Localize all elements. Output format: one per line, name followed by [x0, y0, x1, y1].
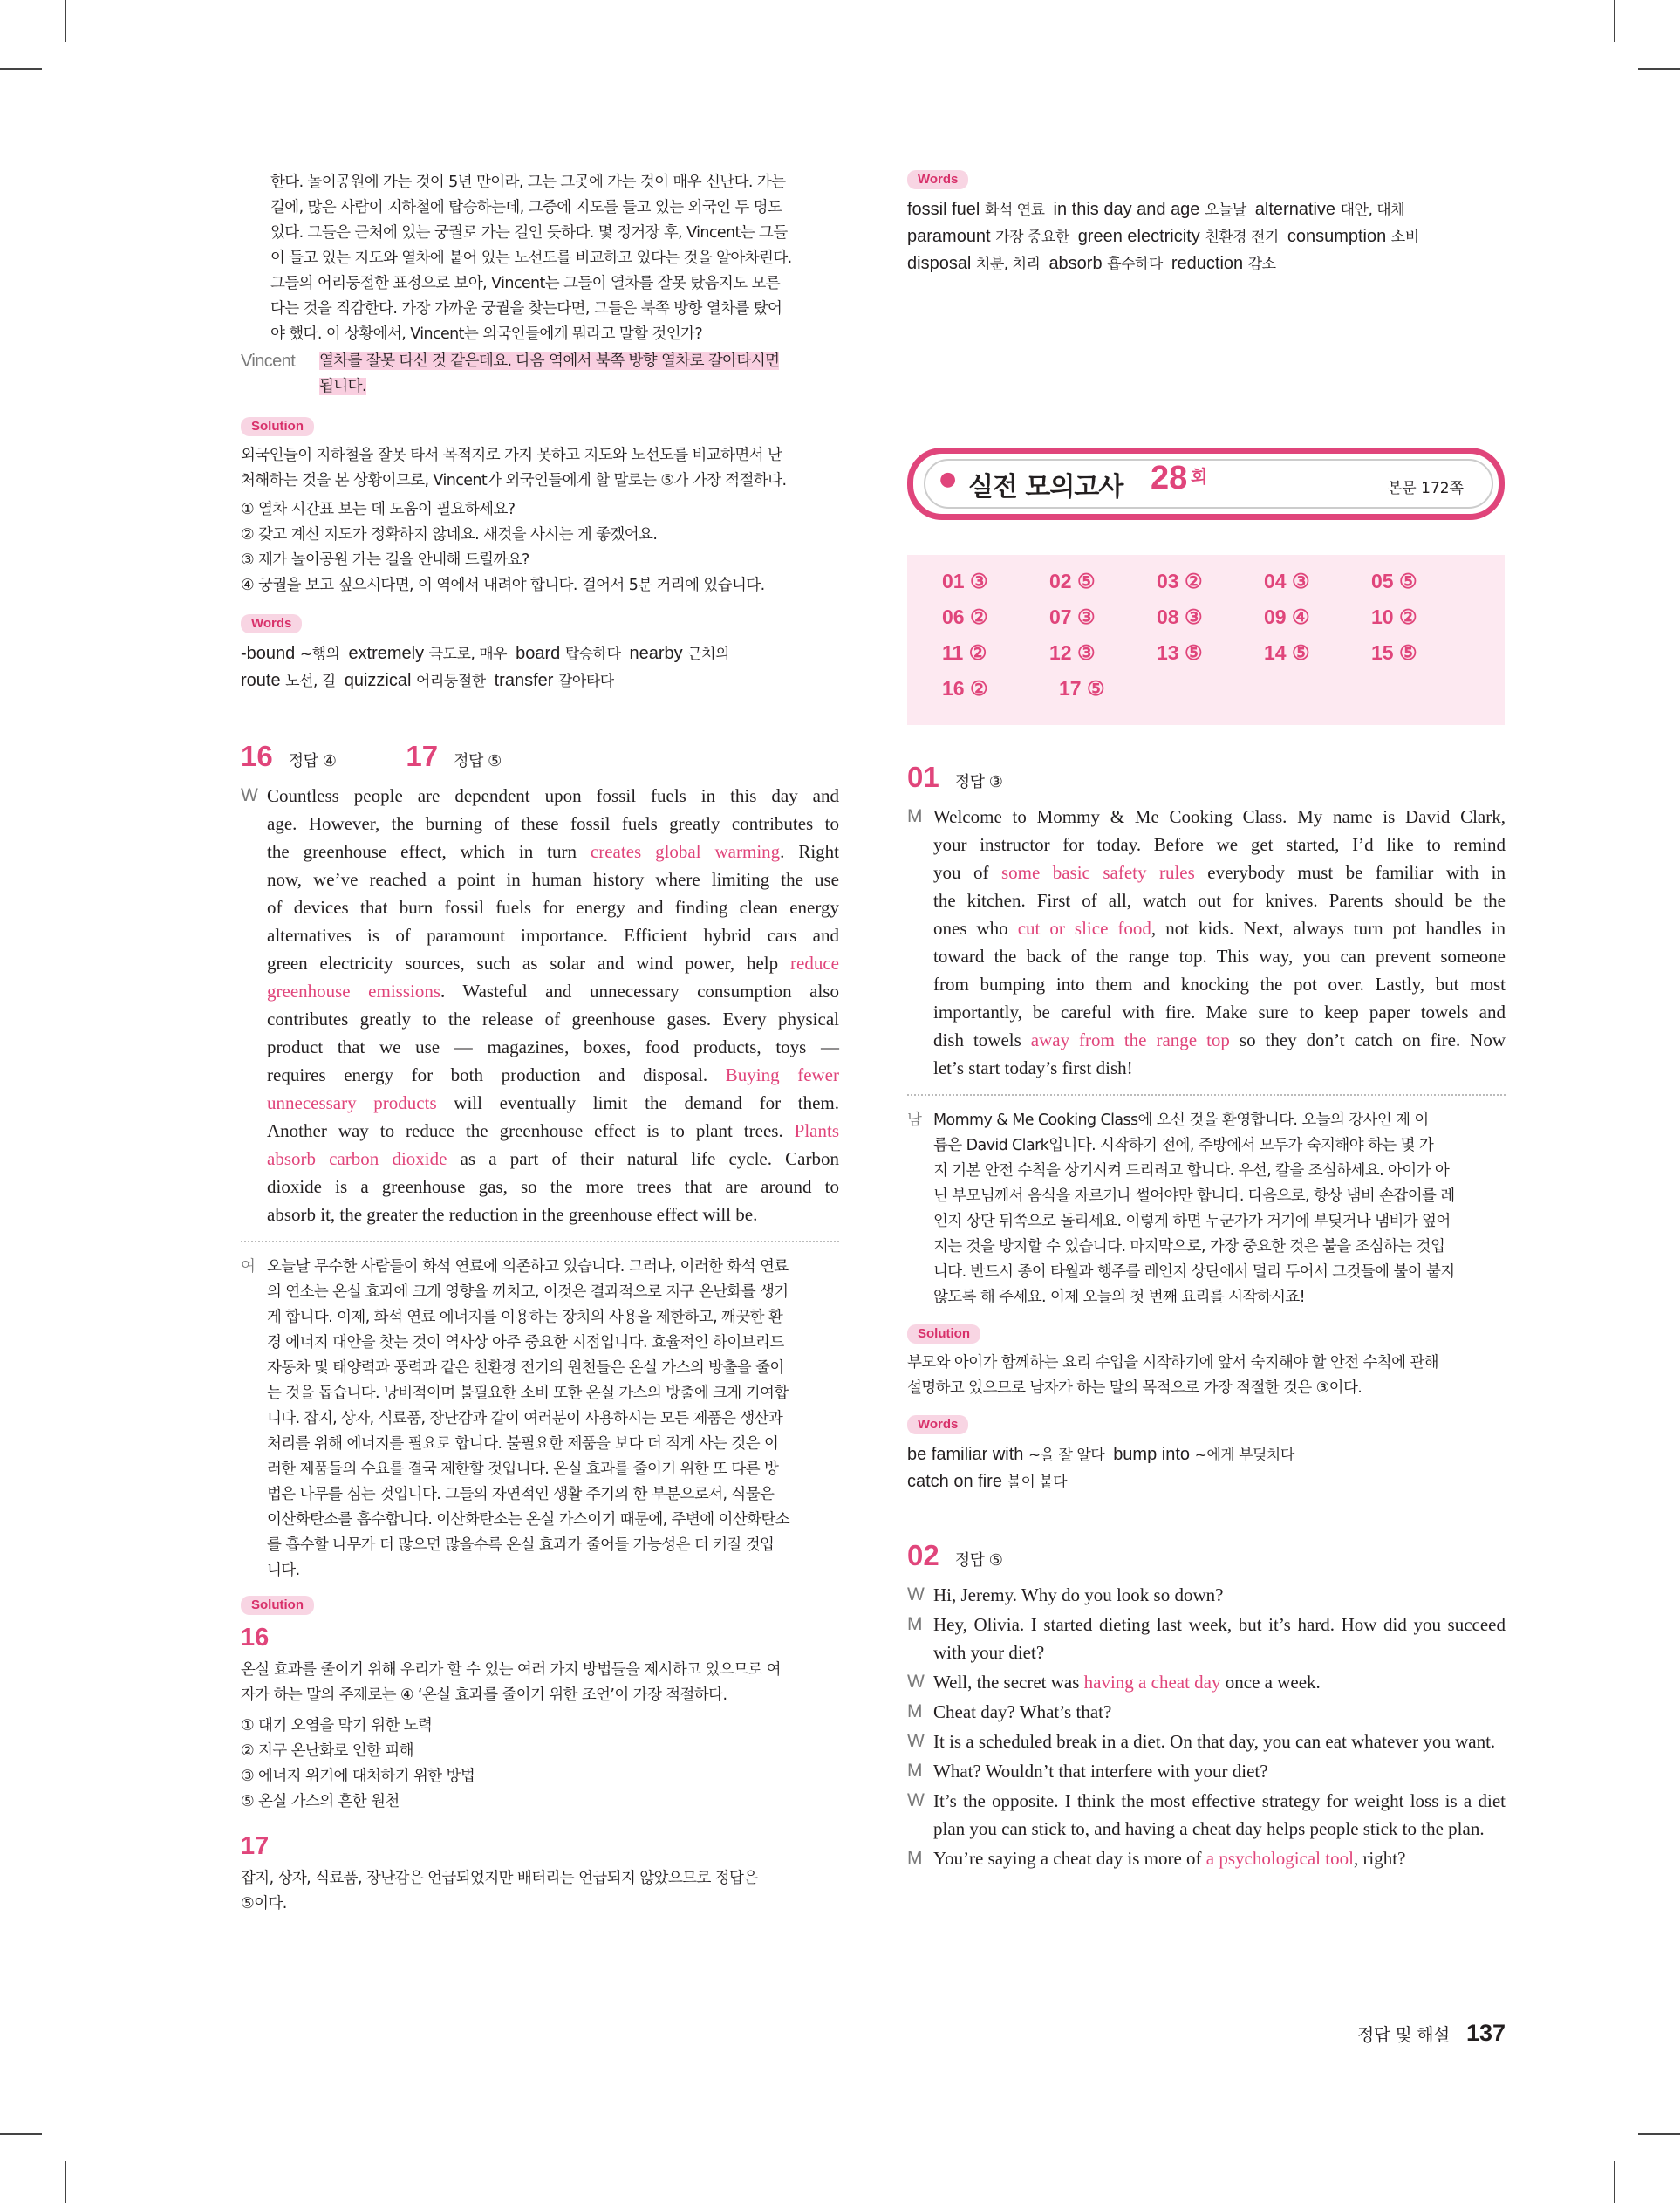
answer-cell: 07 ③: [1049, 605, 1096, 628]
words-tag: Words: [241, 614, 302, 633]
text-line: [267, 838, 839, 865]
text-segment: the kitchen. First of all, watch out for knives. Parents should be the: [933, 890, 1506, 911]
text-line: [267, 949, 839, 977]
word-meaning: 불이 붙다: [1007, 1474, 1068, 1491]
text-segment: . Wasteful and unnecessary consumption also: [440, 981, 839, 1002]
text-line: 설명하고 있으므로 남자가 하는 말의 목적으로 가장 적절한 것은 ③이다.: [907, 1379, 1362, 1397]
word-entry: transfer: [494, 671, 558, 690]
words-line: [907, 250, 1506, 277]
text-line: 이 들고 있는 지도와 열차에 붙어 있는 노선도를 비교하고 있다는 것을 알아차린다.: [270, 250, 792, 267]
text-line: 처해하는 것을 본 상황이므로, Vincent가 외국인들에게 할 말로는 ⑤가 가장 적절하다.: [241, 472, 787, 489]
answer-cell: 14 ⑤: [1264, 641, 1310, 664]
text-line: 지는 것을 방지할 수 있습니다. 마지막으로, 가장 중요한 것은 불을 조심하는 것입: [933, 1238, 1445, 1255]
text-segment: let’s start today’s first dish!: [933, 1057, 1133, 1078]
text-line: 길에, 많은 사람이 지하철에 탑승하는데, 그중에 지도를 들고 있는 외국인 두 명도: [270, 199, 782, 216]
text-line: 처리를 위해 에너지를 필요로 합니다. 불필요한 제품을 보다 더 적게 사는 것은 이: [267, 1435, 779, 1453]
text-segment: from bumping into them and knocking the pot over. Lastly, but most: [933, 974, 1506, 995]
dialogue-text: [933, 1787, 1506, 1843]
text-segment: green electricity sources, such as solar and wind power, help: [267, 953, 791, 974]
answer-row: [942, 564, 1479, 599]
text-segment: Welcome to Mommy & Me Cooking Class. My name is David Clark,: [933, 806, 1506, 827]
vincent-answer: [241, 349, 839, 400]
word-meaning: 근처의: [687, 646, 730, 663]
answer-cell: 03 ②: [1157, 570, 1203, 592]
word-meaning: 처분, 처리: [975, 256, 1041, 273]
crop-mark: [1614, 2161, 1615, 2203]
text-line: 온실 효과를 줄이기 위해 우리가 할 수 있는 여러 가지 방법들을 제시하고 있으므로 여: [241, 1661, 781, 1679]
text-line: 니다. 잡지, 상자, 식료품, 장난감과 같이 여러분이 사용하시는 모든 제품은 생산과: [267, 1410, 783, 1427]
answer-cell: 01 ③: [942, 570, 988, 592]
previous-question-translation: [241, 170, 839, 347]
option-item: ⑤ 온실 가스의 흔한 원천: [241, 1793, 400, 1810]
crop-mark: [1638, 68, 1680, 70]
text-line: [933, 831, 1506, 859]
option-item: ① 열차 시간표 보는 데 도움이 필요하세요?: [241, 501, 516, 518]
text-line: [267, 1033, 839, 1061]
text-segment: Hey, Olivia. I started dieting last week, but it’s hard. How did you succeed with your diet?: [933, 1614, 1506, 1663]
text-line: [933, 1054, 1506, 1082]
page-number: 137: [1465, 2020, 1506, 2046]
key-phrase: having a cheat day: [1083, 1672, 1221, 1693]
word-meaning: 감소: [1247, 256, 1276, 273]
dialogue-turn: [907, 1581, 1506, 1609]
text-line: [267, 977, 839, 1005]
word-entry: route: [241, 671, 286, 690]
option-item: ③ 에너지 위기에 대처하기 위한 방법: [241, 1768, 475, 1785]
answer-cell: 10 ②: [1371, 605, 1417, 628]
solution-text: [241, 1866, 839, 1917]
text-segment: What? Wouldn’t that interfere with your diet?: [933, 1761, 1268, 1782]
text-segment: absorb it, the greater the reduction in the greenhouse effect will be.: [267, 1204, 758, 1225]
page-reference: 본문 172쪽: [1387, 480, 1464, 497]
text-line: 잡지, 상자, 식료품, 장난감은 언급되었지만 배터리는 언급되지 않았으므로 정답은: [241, 1870, 758, 1887]
text-segment: so they don’t catch on fire. Now: [1229, 1030, 1506, 1050]
speaker-label: W: [907, 1790, 925, 1810]
speaker-label: W: [907, 1584, 925, 1604]
answer-label: 정답 ⑤: [954, 1551, 1003, 1570]
text-line: 이산화탄소를 흡수합니다. 이산화탄소는 온실 가스이기 때문에, 주변에 이산화탄소: [267, 1511, 790, 1529]
speaker-label: 남: [907, 1112, 922, 1129]
word-meaning: ~행의: [299, 646, 340, 663]
text-line: 외국인들이 지하철을 잘못 타서 목적지로 가지 못하고 지도와 노선도를 비교하면서 난: [241, 447, 782, 464]
text-line: [267, 810, 839, 838]
text-segment: your instructor for today. Before we get started, I’d like to remind: [933, 834, 1506, 855]
answer-row: [942, 599, 1479, 635]
question-number: 01: [907, 761, 939, 793]
word-meaning: 노선, 길: [285, 673, 336, 690]
question-number: 17: [406, 740, 439, 772]
text-segment: once a week.: [1220, 1672, 1321, 1693]
text-line: 름은 David Clark입니다. 시작하기 전에, 주방에서 모두가 숙지해야 하는 몇 가: [933, 1137, 1434, 1154]
question-number: 16: [241, 740, 273, 772]
answer-row: [942, 635, 1479, 671]
speaker-label: Vincent: [241, 352, 296, 371]
answer-cell: 12 ③: [1049, 641, 1096, 664]
text-segment: Countless people are dependent upon fossil fuels in this day and: [267, 785, 839, 806]
word-meaning: 탑승하다: [564, 646, 621, 663]
text-line: 니다. 반드시 종이 타월과 행주를 레인지 상단에서 멀리 두어서 그것들에 불이 붙지: [933, 1263, 1455, 1281]
text-segment: contributes greatly to the release of greenhouse gases. Every physical: [267, 1009, 839, 1030]
dialogue-turn: [907, 1668, 1506, 1696]
text-segment: Another way to reduce the greenhouse effect is to plant trees.: [267, 1120, 795, 1141]
words-line: [907, 1468, 1506, 1495]
dialogue-turn: [907, 1698, 1506, 1726]
translation-passage: [241, 1255, 839, 1584]
key-phrase: cut or slice food: [1017, 918, 1151, 939]
words-line: [241, 640, 839, 667]
text-line: [267, 1005, 839, 1033]
text-line: 오늘날 무수한 사람들이 화석 연료에 의존하고 있습니다. 그러나, 이러한 화석 연료: [267, 1258, 789, 1276]
text-line: [933, 859, 1506, 886]
words-tag: Words: [907, 170, 968, 189]
option-item: ① 대기 오염을 막기 위한 노력: [241, 1717, 433, 1734]
word-entry: board: [516, 644, 565, 663]
word-meaning: 대안, 대체: [1340, 202, 1405, 219]
speaker-label: M: [907, 1848, 923, 1868]
words-line: [241, 667, 839, 694]
word-entry: quizzical: [344, 671, 416, 690]
key-phrase: greenhouse emissions: [267, 981, 441, 1002]
word-entry: extremely: [348, 644, 429, 663]
word-entry: catch on fire: [907, 1472, 1007, 1491]
text-line: [267, 921, 839, 949]
left-column: [241, 170, 839, 1917]
crop-mark: [1614, 0, 1615, 42]
text-line: [267, 865, 839, 893]
text-line: [933, 803, 1506, 831]
options-list: [241, 497, 839, 599]
footer: [1326, 2020, 1506, 2047]
dialogue-turn: [907, 1611, 1506, 1666]
speaker-label: M: [907, 1614, 923, 1634]
speaker-label: W: [241, 785, 258, 805]
speaker-label: M: [907, 1701, 923, 1721]
text-segment: Well, the secret was: [933, 1672, 1084, 1693]
text-segment: as a part of their natural life cycle. Carbon: [447, 1148, 839, 1169]
word-entry: reduction: [1171, 254, 1248, 273]
answer-cell: 17 ⑤: [1059, 677, 1105, 700]
dialogue-turn: [907, 1844, 1506, 1872]
word-meaning: 흡수하다: [1107, 256, 1163, 273]
text-line: 닌 부모님께서 음식을 자르거나 썰어야만 합니다. 다음으로, 항상 냄비 손잡이를 레: [933, 1187, 1455, 1205]
text-line: 부모와 아이가 함께하는 요리 수업을 시작하기에 앞서 숙지해야 할 안전 수칙에 관해: [907, 1354, 1438, 1372]
word-meaning: 가장 중요한: [995, 229, 1069, 246]
text-segment: You’re saying a cheat day is more of: [933, 1848, 1206, 1869]
word-entry: be familiar with: [907, 1445, 1028, 1464]
key-phrase: unnecessary products: [267, 1092, 437, 1113]
key-phrase: away from the range top: [1030, 1030, 1230, 1050]
text-line: [933, 886, 1506, 914]
text-line: [267, 1201, 839, 1228]
key-phrase: Plants: [794, 1120, 839, 1141]
words-list: [907, 196, 1506, 277]
word-meaning: 극도로, 매우: [428, 646, 508, 663]
solution-text: [241, 443, 839, 494]
text-segment: dish towels: [933, 1030, 1031, 1050]
divider: [907, 1094, 1506, 1096]
answer-grid: [907, 555, 1505, 725]
solution-tag: Solution: [907, 1324, 980, 1344]
dialogue: [907, 1581, 1506, 1872]
answer-cell: 05 ⑤: [1371, 570, 1417, 592]
text-segment: It’s the opposite. I think the most effective strategy for weight loss is a diet plan you can stick to, and having a cheat day helps people stick to the plan.: [933, 1790, 1506, 1839]
words-list: [241, 640, 839, 694]
text-segment: It is a scheduled break in a diet. On that day, you can eat whatever you want.: [933, 1731, 1496, 1752]
word-meaning: ~을 잘 알다: [1028, 1447, 1105, 1464]
option-item: ③ 제가 놀이공원 가는 길을 안내해 드릴까요?: [241, 551, 529, 569]
key-phrase: absorb carbon dioxide: [267, 1148, 447, 1169]
text-line: [267, 782, 839, 810]
test-number-suffix: 회: [1191, 466, 1208, 487]
text-segment: now, we’ve reached a point in human history where limiting the use: [267, 869, 839, 890]
text-segment: Hi, Jeremy. Why do you look so down?: [933, 1584, 1224, 1605]
text-segment: . Right: [780, 841, 839, 862]
option-item: ② 지구 온난화로 인한 피해: [241, 1742, 413, 1760]
test-number: 28: [1151, 460, 1188, 496]
key-phrase: reduce: [790, 953, 839, 974]
divider: [241, 1241, 839, 1242]
text-line: 법은 나무를 심는 것입니다. 그들의 자연적인 생활 주기의 한 부분으로서, 식물은: [267, 1486, 775, 1503]
text-line: 를 흡수할 나무가 더 많으면 많을수록 온실 효과가 줄어들 가능성은 더 커질 것입: [267, 1536, 775, 1554]
text-line: 니다.: [267, 1562, 300, 1579]
crop-mark: [0, 2133, 42, 2135]
text-line: 있다. 그들은 근처에 있는 궁궐로 가는 길인 듯하다. 몇 정거장 후, Vincent는 그들: [270, 224, 788, 242]
text-segment: toward the back of the range top. This way, you can prevent someone: [933, 946, 1506, 967]
text-segment: the greenhouse effect, which in turn: [267, 841, 591, 862]
text-segment: importantly, be careful with fire. Make sure to keep paper towels and: [933, 1002, 1506, 1023]
text-line: 다는 것을 직감한다. 가장 가까운 궁궐을 찾는다면, 그들은 북쪽 방향 열차를 탔어: [270, 300, 782, 318]
word-entry: consumption: [1287, 227, 1391, 246]
dialogue-text: [933, 1668, 1506, 1696]
text-segment: ones who: [933, 918, 1018, 939]
solution-number: 17: [241, 1832, 270, 1860]
dialogue-turn: [907, 1757, 1506, 1785]
text-line: 그들의 어리둥절한 표정으로 보아, Vincent는 그들이 열차를 잘못 탔음지도 모른: [270, 275, 781, 292]
word-entry: in this day and age: [1053, 200, 1205, 219]
crop-mark: [65, 2161, 66, 2203]
script-passage: [907, 803, 1506, 1082]
text-line: 게 합니다. 이제, 화석 연료 에너지를 이용하는 장치의 사용을 제한하고, 깨끗한 환: [267, 1309, 783, 1326]
answer-cell: 13 ⑤: [1157, 641, 1203, 664]
answer-cell: 08 ③: [1157, 605, 1203, 628]
text-line: 지 기본 안전 수칙을 상기시켜 드리려고 합니다. 우선, 칼을 조심하세요. 아이가 아: [933, 1162, 1450, 1180]
text-segment: , not kids. Next, always turn pot handles in: [1151, 918, 1506, 939]
crop-mark: [0, 68, 42, 70]
dialogue-text: [933, 1698, 1506, 1726]
solution-tag: Solution: [241, 1596, 314, 1615]
dialogue-text: [933, 1844, 1506, 1872]
word-meaning: 갈아타다: [557, 673, 614, 690]
text-line: 자동차 및 태양력과 풍력과 같은 친환경 전기의 원천들은 온실 가스의 방출을 줄이: [267, 1359, 784, 1377]
key-phrase: a psychological tool: [1205, 1848, 1354, 1869]
text-segment: of devices that burn fossil fuels for energy and finding clean energy: [267, 897, 839, 918]
text-line: ⑤이다.: [241, 1895, 287, 1912]
text-segment: product that we use — magazines, boxes, food products, toys —: [267, 1037, 839, 1057]
speaker-label: W: [907, 1672, 925, 1692]
crop-mark: [65, 0, 66, 42]
answer-cell: 15 ⑤: [1371, 641, 1417, 664]
word-entry: paramount: [907, 227, 996, 246]
answer-label: 정답 ③: [954, 773, 1003, 791]
words-list: [907, 1441, 1506, 1495]
word-meaning: 오늘날: [1205, 202, 1246, 219]
text-segment: dioxide is a greenhouse gas, so the more trees that are around to: [267, 1176, 839, 1197]
word-entry: nearby: [629, 644, 688, 663]
word-meaning: 어리둥절한: [416, 673, 486, 690]
words-line: [907, 223, 1506, 250]
text-segment: will eventually limit the demand for them.: [436, 1092, 839, 1113]
dialogue-turn: [907, 1728, 1506, 1755]
word-entry: absorb: [1048, 254, 1108, 273]
text-line: [933, 998, 1506, 1026]
dialogue-text: [933, 1581, 1506, 1609]
answer-label: 정답 ⑤: [454, 752, 502, 770]
text-line: 인지 상단 뒤쪽으로 돌리세요. 이렇게 하면 누군가가 거기에 부딪거나 냄비가 엎어: [933, 1213, 1451, 1230]
vincent-answer-line: 열차를 잘못 타신 것 같은데요. 다음 역에서 북쪽 방향 열차로 갈아타시면: [319, 352, 780, 370]
text-line: 경 에너지 대안을 찾는 것이 역사상 아주 중요한 시점입니다. 효율적인 하이브리드: [267, 1334, 784, 1351]
text-line: [267, 1145, 839, 1173]
bullet-icon: ●: [939, 469, 957, 490]
key-phrase: creates global warming: [590, 841, 781, 862]
text-line: 않도록 해 주세요. 이제 오늘의 첫 번째 요리를 시작하시죠!: [933, 1289, 1306, 1306]
text-segment: age. However, the burning of these fossil fuels greatly contributes to: [267, 813, 839, 834]
text-line: [933, 1026, 1506, 1054]
text-segment: , right?: [1353, 1848, 1406, 1869]
speaker-label: W: [907, 1731, 925, 1751]
solution-text: [907, 1351, 1506, 1401]
answer-cell: 02 ⑤: [1049, 570, 1096, 592]
text-line: 러한 제품들의 수요를 결국 제한할 것입니다. 온실 효과를 줄이기 위한 또 다른 방: [267, 1461, 779, 1478]
dialogue-turn: [907, 1787, 1506, 1843]
text-segment: requires energy for both production and disposal.: [267, 1064, 726, 1085]
word-meaning: ~에게 부딪치다: [1194, 1447, 1294, 1464]
translation-passage: [907, 1108, 1506, 1310]
words-tag: Words: [907, 1415, 968, 1434]
word-entry: disposal: [907, 254, 976, 273]
option-item: ② 갖고 계신 지도가 정확하지 않네요. 새것을 사시는 게 좋겠어요.: [241, 526, 658, 544]
text-segment: alternatives is of paramount importance. Efficient hybrid cars and: [267, 925, 839, 946]
words-line: [907, 196, 1506, 223]
text-line: [267, 1061, 839, 1089]
script-passage: [241, 782, 839, 1228]
speaker-label: M: [907, 1761, 923, 1781]
text-segment: everybody must be familiar with in: [1194, 862, 1506, 883]
word-entry: -bound: [241, 644, 300, 663]
solution-tag: Solution: [241, 417, 314, 436]
text-line: 의 연소는 온실 효과에 크게 영향을 끼치고, 이것은 결과적으로 지구 온난화를 생기: [267, 1283, 789, 1301]
text-line: [933, 914, 1506, 942]
text-segment: Cheat day? What’s that?: [933, 1701, 1112, 1722]
word-entry: fossil fuel: [907, 200, 985, 219]
word-meaning: 친환경 전기: [1205, 229, 1279, 246]
test-title-box: [907, 448, 1505, 520]
solution-number: 16: [241, 1624, 270, 1652]
text-line: [933, 970, 1506, 998]
solution-text: [241, 1658, 839, 1708]
right-column-words: [907, 170, 1506, 277]
text-line: [267, 1117, 839, 1145]
word-entry: alternative: [1254, 200, 1341, 219]
answer-cell: 11 ②: [942, 641, 987, 664]
word-meaning: 화석 연료: [984, 202, 1045, 219]
text-segment: you of: [933, 862, 1001, 883]
answer-row: [942, 671, 1479, 707]
dialogue-text: [933, 1728, 1506, 1755]
text-line: [267, 893, 839, 921]
test-title: 실전 모의고사: [968, 472, 1123, 503]
option-item: ④ 궁궐을 보고 싶으시다면, 이 역에서 내려야 합니다. 걸어서 5분 거리에 있습니다.: [241, 577, 765, 594]
crop-mark: [1638, 2133, 1680, 2135]
text-line: [267, 1173, 839, 1201]
answer-label: 정답 ④: [288, 752, 337, 770]
word-entry: bump into: [1113, 1445, 1195, 1464]
text-line: 야 했다. 이 상황에서, Vincent는 외국인들에게 뭐라고 말할 것인가?: [270, 325, 703, 343]
footer-label: 정답 및 해설: [1357, 2024, 1450, 2045]
key-phrase: some basic safety rules: [1000, 862, 1195, 883]
text-line: 자가 하는 말의 주제로는 ④ ‘온실 효과를 줄이기 위한 조언’이 가장 적절하다.: [241, 1686, 727, 1704]
text-line: 한다. 놀이공원에 가는 것이 5년 만이라, 그는 그곳에 가는 것이 매우 신난다. 가는: [270, 174, 786, 191]
key-phrase: Buying fewer: [725, 1064, 839, 1085]
vincent-answer-line: 됩니다.: [319, 378, 366, 395]
options-list: [241, 1714, 839, 1815]
answer-cell: 06 ②: [942, 605, 988, 628]
word-meaning: 소비: [1390, 229, 1419, 246]
text-line: Mommy & Me Cooking Class에 오신 것을 환영합니다. 오늘의 강사인 제 이: [933, 1112, 1429, 1129]
answer-cell: 09 ④: [1264, 605, 1310, 628]
word-entry: green electricity: [1077, 227, 1205, 246]
dialogue-text: [933, 1611, 1506, 1666]
question-number: 02: [907, 1539, 939, 1571]
speaker-label: 여: [241, 1258, 256, 1276]
text-line: [267, 1089, 839, 1117]
text-line: [933, 942, 1506, 970]
words-line: [907, 1441, 1506, 1468]
right-column: [907, 761, 1506, 1874]
dialogue-text: [933, 1757, 1506, 1785]
answer-cell: 04 ③: [1264, 570, 1310, 592]
text-line: 는 것을 돕습니다. 낭비적이며 불필요한 소비 또한 온실 가스의 방출에 크게 기여합: [267, 1385, 789, 1402]
speaker-label: M: [907, 806, 923, 826]
answer-cell: 16 ②: [942, 677, 988, 700]
